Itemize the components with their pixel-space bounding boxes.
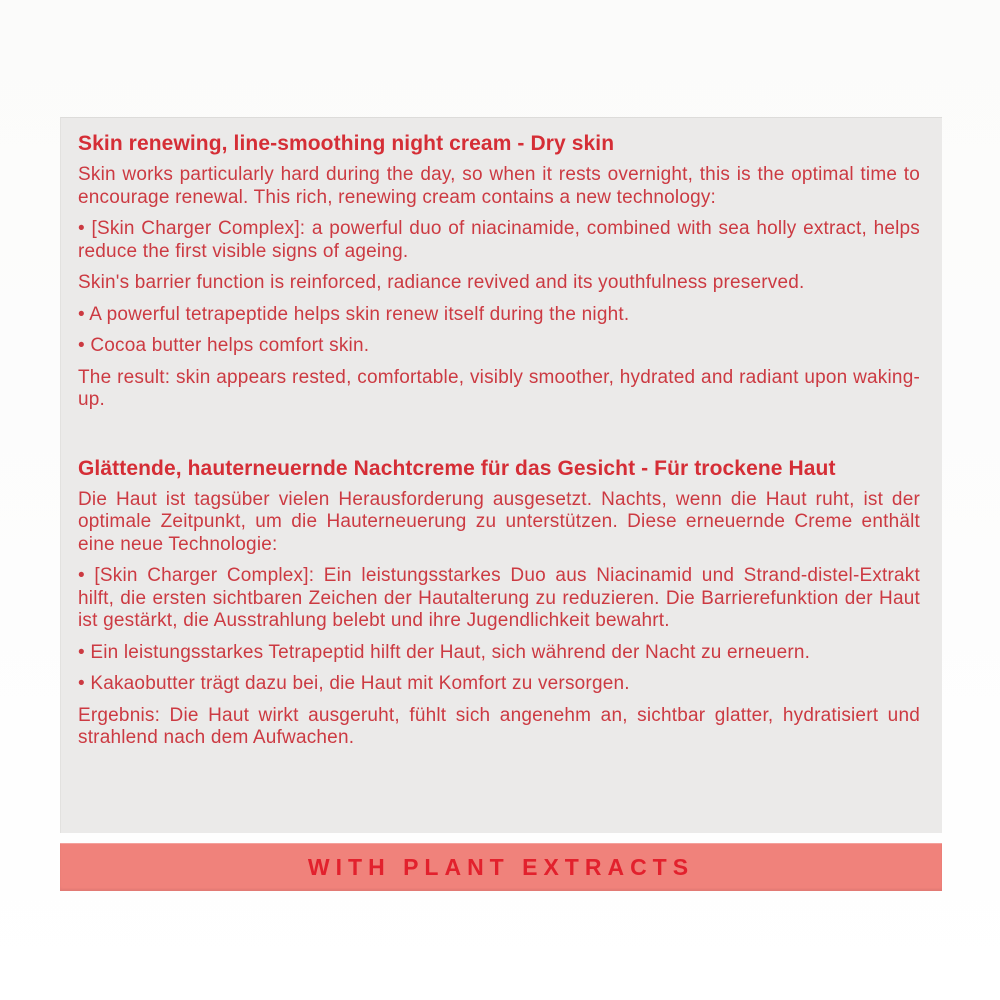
english-paragraph-intro: Skin works particularly hard during the day, so when it rests overnight, this is the optimal time to encourage renewal. This rich, renewing cream contains a new technology:: [78, 164, 920, 208]
english-bullet-cocoa-butter: • Cocoa butter helps comfort skin.: [78, 335, 370, 356]
english-section-heading: Skin renewing, line-smoothing night cream - Dry skin: [78, 132, 615, 155]
german-section-heading: Glättende, hauterneuernde Nachtcreme für das Gesicht - Für trockene Haut: [78, 456, 836, 480]
english-bullet-tetrapeptide: • A powerful tetrapeptide helps skin renew itself during the night.: [78, 303, 630, 325]
info-panel: [60, 117, 942, 833]
german-bullet-tetrapeptid: • Ein leistungsstarkes Tetrapeptid hilft der Haut, sich während der Nacht zu erneuern.: [78, 641, 811, 663]
german-paragraph-intro: Die Haut ist tagsüber vielen Herausforderung ausgesetzt. Nachts, wenn die Haut ruht, ist der optimale Zeitpunkt, um die Hauterneuerung zu unterstützen. Diese erneuernde Creme enthält eine neue Technologie:: [78, 488, 920, 555]
english-paragraph-result: The result: skin appears rested, comfortable, visibly smoother, hydrated and radiant upon waking-up.: [78, 366, 920, 410]
english-bullet-skin-charger-complex: • [Skin Charger Complex]: a powerful duo of niacinamide, combined with sea holly extract, helps reduce the first visible signs of ageing.: [78, 218, 920, 262]
plant-extracts-label: WITH PLANT EXTRACTS: [307, 853, 695, 880]
plant-extracts-band: [60, 843, 942, 891]
english-line-barrier-function: Skin's barrier function is reinforced, radiance revived and its youthfulness preserved.: [78, 272, 805, 293]
german-bullet-kakaobutter: • Kakaobutter trägt dazu bei, die Haut mit Komfort zu versorgen.: [78, 673, 630, 694]
german-paragraph-ergebnis: Ergebnis: Die Haut wirkt ausgeruht, fühlt sich angenehm an, sichtbar glatter, hydratisiert und strahlend nach dem Aufwachen.: [78, 704, 920, 748]
german-bullet-skin-charger-complex: • [Skin Charger Complex]: Ein leistungsstarkes Duo aus Niacinamid und Strand-distel-Extrakt hilft, die ersten sichtbaren Zeichen der Hautalterung zu reduzieren. Die Barrierefunktion der Haut ist gestärkt, die Ausstrahlung belebt und ihre Jugendlichkeit bewahrt.: [78, 565, 920, 631]
